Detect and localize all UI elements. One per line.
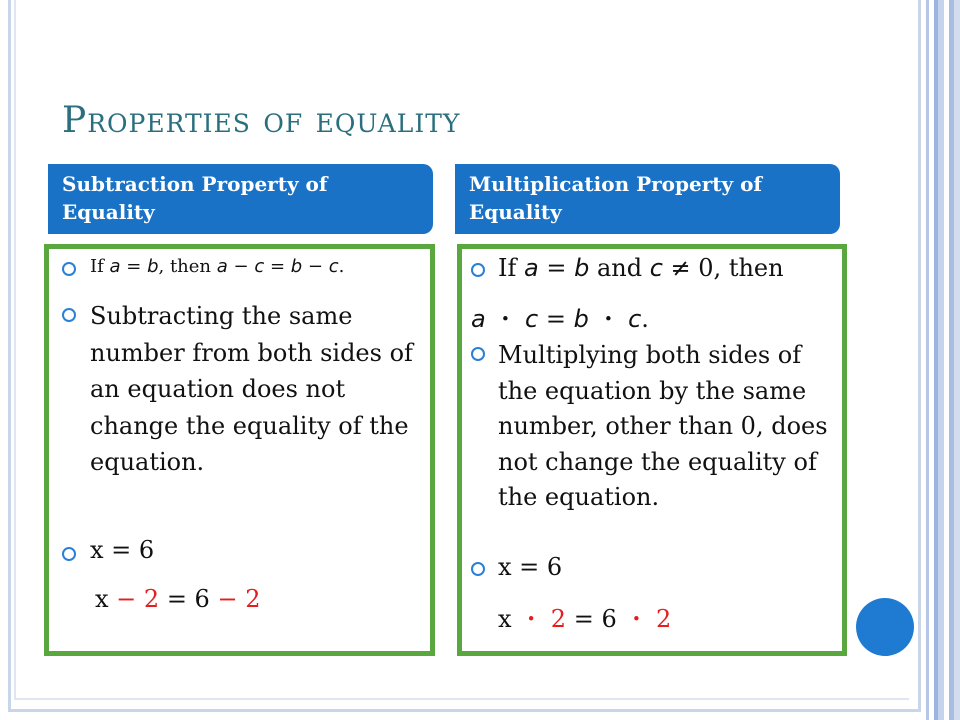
multiplication-example-step: x ・ 2 = 6 ・ 2 [498,605,672,633]
slide-title: Properties of equality [62,100,461,141]
subtraction-rule: If a = b, then a − c = b − c. [90,256,345,277]
bullet-icon [471,263,485,277]
bullet-icon [62,547,76,561]
multiplication-rule-line2: a ・ c = b ・ c. [471,305,649,333]
subtraction-description: Subtracting the same number from both sides of an equation does not change the equality of the equation. [90,302,413,476]
bullet-icon [471,347,485,361]
subtraction-header: Subtraction Property of Equality [48,164,433,234]
bullet-icon [471,562,485,576]
bullet-icon [62,262,76,276]
multiplication-description: Multiplying both sides of the equation by the same number, other than 0, does not change the equality of the equation. [498,341,828,511]
multiplication-header: Multiplication Property of Equality [455,164,840,234]
subtraction-example-given: x = 6 [90,536,155,564]
bullet-icon [62,308,76,322]
multiplication-rule-line1: If a = b and c ≠ 0, then [498,254,784,282]
decorative-circle [856,598,914,656]
subtraction-example-step: x − 2 = 6 − 2 [95,585,261,613]
decorative-stripes [922,0,960,720]
multiplication-example-given: x = 6 [498,553,563,581]
